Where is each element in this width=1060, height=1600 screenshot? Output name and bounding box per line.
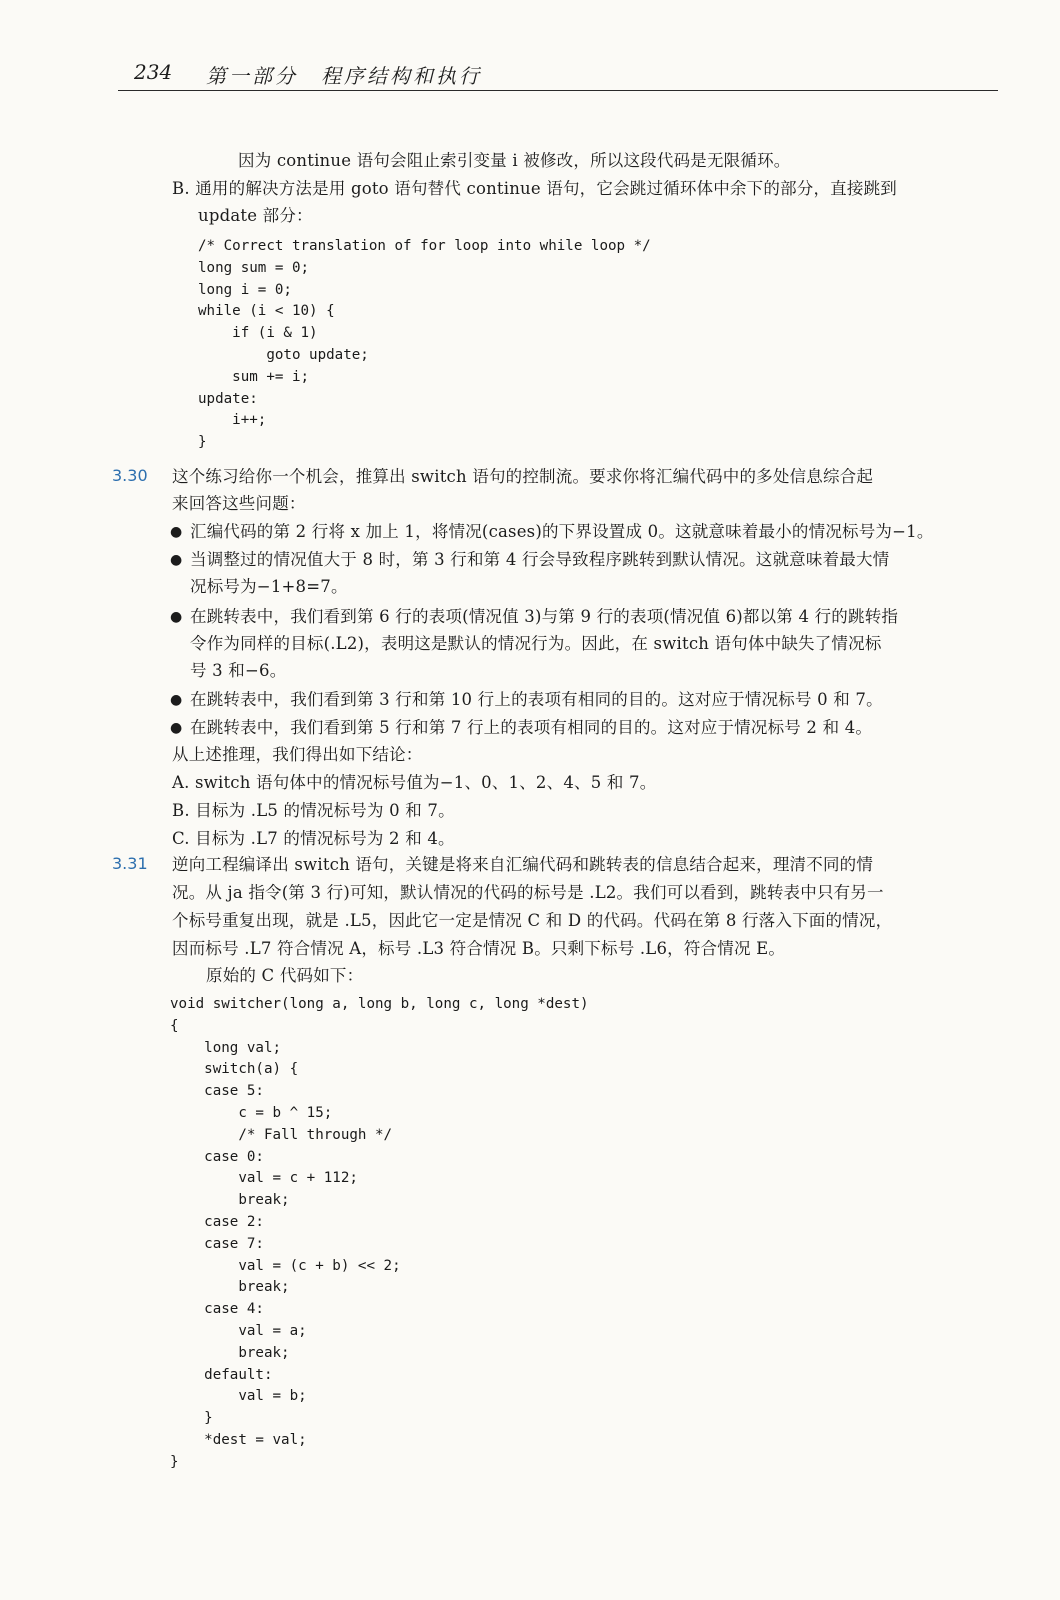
part-b-line-2: update 部分： [198,206,313,225]
ex330-intro-line-2: 来回答这些问题： [172,494,306,513]
part-b-line-1: B. 通用的解决方法是用 goto 语句替代 continue 语句，它会跳过循环体中余下的部分，直接跳到 [172,179,897,198]
exercise-number-3-31: 3.31 [112,854,148,873]
ex330-bullet-3-line-2: 令作为同样的目标(.L2)，表明这是默认的情况行为。因此，在 switch 语句体中缺失了情况标 [190,634,882,653]
bullet-icon: ● [170,524,183,540]
ex330-conclusion: 从上述推理，我们得出如下结论： [172,745,423,764]
bullet-icon: ● [170,552,183,568]
ex330-bullet-2-line-1: 当调整过的情况值大于 8 时，第 3 行和第 4 行会导致程序跳转到默认情况。这就意味着最大情 [190,550,890,569]
intro-line: 因为 continue 语句会阻止索引变量 i 被修改，所以这段代码是无限循环。 [238,151,791,170]
ex331-line-3: 个标号重复出现，就是 .L5，因此它一定是情况 C 和 D 的代码。代码在第 8 行落入下面的情况， [172,911,893,930]
ex330-bullet-2-line-2: 况标号为−1+8=7。 [190,577,348,596]
code-block-switcher: void switcher(long a, long b, long c, long *dest) { long val; switch(a) { case 5: c = b ^ 15; /* Fall through */ case 0: val = c + 112; break; case 2: case 7: val = (c + b) << 2; break; case 4: val = a; break; default: val = b; } *dest = val; } [170,996,589,1470]
ex331-line-4: 因而标号 .L7 符合情况 A，标号 .L3 符合情况 B。只剩下标号 .L6，符合情况 E。 [172,939,786,958]
ex330-bullet-1: 汇编代码的第 2 行将 x 加上 1，将情况(cases)的下界设置成 0。这就意味着最小的情况标号为−1。 [190,522,934,541]
ex331-line-5: 原始的 C 代码如下： [206,966,364,985]
bullet-icon: ● [170,609,183,625]
ex330-intro-line-1: 这个练习给你一个机会，推算出 switch 语句的控制流。要求你将汇编代码中的多处信息综合起 [172,467,874,486]
ex331-line-2: 况。从 ja 指令(第 3 行)可知，默认情况的代码的标号是 .L2。我们可以看到，跳转表中只有另一 [172,883,884,902]
ex330-bullet-3-line-3: 号 3 和−6。 [190,661,287,680]
ex330-answer-a: A. switch 语句体中的情况标号值为−1、0、1、2、4、5 和 7。 [172,773,657,792]
bullet-icon: ● [170,692,183,708]
ex330-bullet-5: 在跳转表中，我们看到第 5 行和第 7 行上的表项有相同的目的。这对应于情况标号 2 和 4。 [190,718,873,737]
ex331-line-1: 逆向工程编译出 switch 语句，关键是将来自汇编代码和跳转表的信息结合起来，理清不同的情 [172,855,874,874]
ex330-bullet-3-line-1: 在跳转表中，我们看到第 6 行的表项(情况值 3)与第 9 行的表项(情况值 6)都以第 4 行的跳转指 [190,607,899,626]
ex330-bullet-4: 在跳转表中，我们看到第 3 行和第 10 行上的表项有相同的目的。这对应于情况标号 0 和 7。 [190,690,883,709]
bullet-icon: ● [170,720,183,736]
exercise-number-3-30: 3.30 [112,466,148,485]
section-title: 第一部分 程序结构和执行 [206,64,482,88]
page-number: 234 [134,60,173,84]
running-header [118,58,998,91]
ex330-answer-b: B. 目标为 .L5 的情况标号为 0 和 7。 [172,801,455,820]
code-block-while-loop: /* Correct translation of for loop into while loop */ long sum = 0; long i = 0; while (i < 10) { if (i & 1) goto update; sum += i; update: i++; } [198,238,651,451]
ex330-answer-c: C. 目标为 .L7 的情况标号为 2 和 4。 [172,829,455,848]
